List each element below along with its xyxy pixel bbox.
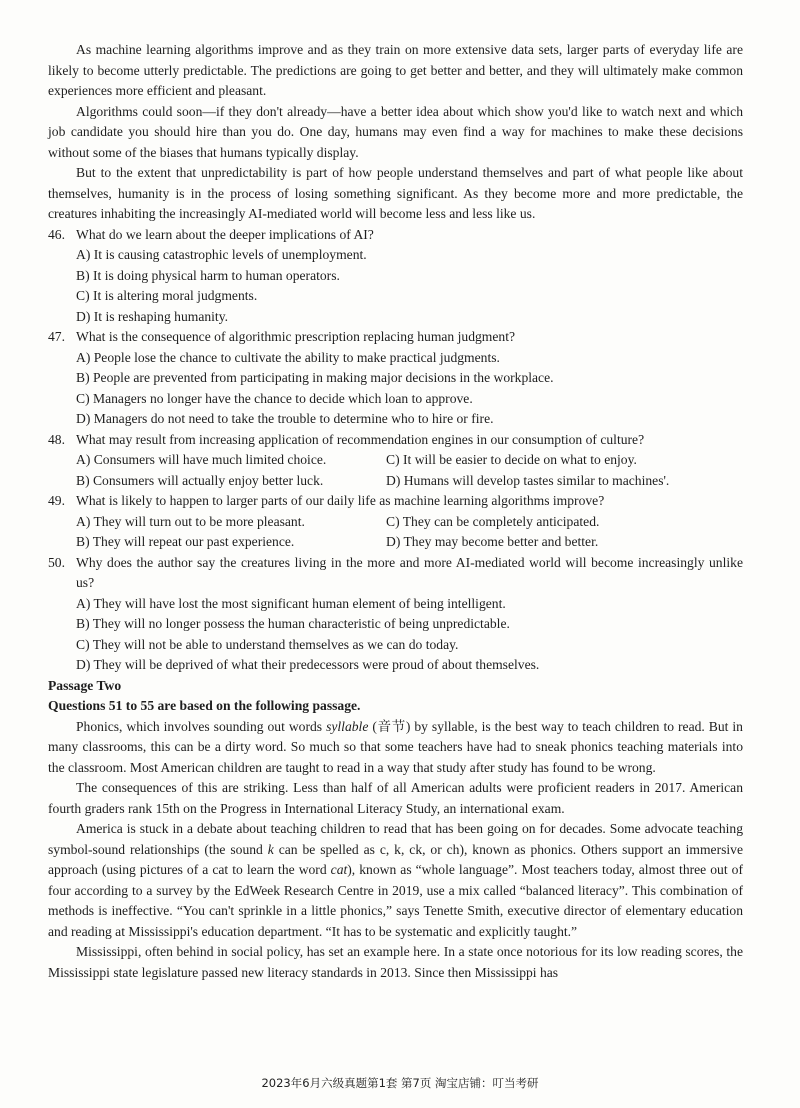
option: D) Humans will develop tastes similar to machines'.	[386, 472, 670, 488]
option-row	[48, 532, 743, 553]
option: B) They will repeat our past experience.	[76, 534, 295, 549]
option-row	[48, 471, 743, 492]
option: A) It is causing catastrophic levels of unemployment.	[76, 247, 367, 262]
question-stem: 49. What is likely to happen to larger parts of our daily life as machine learning algorithms improve?	[48, 493, 605, 508]
paragraph: Phonics, which involves sounding out words syllable (音节) by syllable, is the best way to teach children to read. But in many classrooms, this can be a dirty word. So much so that some teachers have had to sneak phonics teaching materials into the classroom. Most American children are taught to read in a way that study after study has found to be wrong.	[48, 718, 743, 775]
option: C) They will not be able to understand themselves as we can do today.	[76, 636, 459, 652]
option: A) People lose the chance to cultivate the ability to make practical judgments.	[76, 349, 500, 365]
option: A) They will have lost the most significant human element of being intelligent.	[76, 595, 506, 611]
section-title: Passage Two	[48, 677, 122, 693]
option: D) They will be deprived of what their predecessors were proud of about themselves.	[76, 657, 540, 672]
question-50	[48, 553, 743, 676]
option: C) They can be completely anticipated.	[386, 513, 600, 529]
question-stem: 48. What may result from increasing application of recommendation engines in our consumption of culture?	[48, 431, 645, 447]
paragraph: But to the extent that unpredictability is part of how people understand themselves and part of what people like about themselves, humanity is in the process of losing something significant. As they become more and more predictable, the creatures inhabiting the increasingly AI-mediated world will become less and less like us.	[48, 165, 743, 221]
option: A) Consumers will have much limited choice.	[76, 452, 327, 467]
paragraph: As machine learning algorithms improve and as they train on more extensive data sets, larger parts of everyday life are likely to become utterly predictable. The predictions are going to get better and better, and they will ultimately make common experiences more efficient and pleasant.	[48, 42, 743, 98]
page-footer: 2023年6月六级真题第1套 第7页 淘宝店铺：叮当考研	[261, 1076, 539, 1090]
paragraph: The consequences of this are striking. Less than half of all American adults were proficient readers in 2017. American fourth graders rank 15th on the Progress in International Literacy Study, an international exam.	[48, 780, 743, 816]
option: C) Managers no longer have the chance to decide which loan to approve.	[76, 390, 473, 406]
option: B) It is doing physical harm to human operators.	[76, 267, 340, 283]
option: C) It is altering moral judgments.	[76, 288, 258, 303]
question-stem: 47. What is the consequence of algorithmic prescription replacing human judgment?	[48, 329, 516, 344]
paragraph: Mississippi, often behind in social policy, has set an example here. In a state once notorious for its low reading scores, the Mississippi state legislature passed new literacy standards in 2013. Since then Mississippi has	[48, 944, 743, 980]
option-row	[48, 450, 743, 471]
question-48	[48, 430, 743, 492]
option-row	[48, 512, 743, 533]
question-46	[48, 225, 743, 328]
option: A) They will turn out to be more pleasant.	[76, 513, 305, 529]
option: B) Consumers will actually enjoy better luck.	[76, 472, 324, 488]
option: B) They will no longer possess the human characteristic of being unpredictable.	[76, 616, 510, 631]
question-49	[48, 491, 743, 553]
question-stem: 46. What do we learn about the deeper implications of AI?	[48, 226, 374, 242]
question-47	[48, 327, 743, 430]
exam-page	[48, 40, 743, 983]
option: B) People are prevented from participating in making major decisions in the workplace.	[76, 370, 554, 385]
option: D) They may become better and better.	[386, 534, 599, 549]
paragraph: America is stuck in a debate about teaching children to read that has been going on for decades. Some advocate teaching symbol-sound relationships (the sound k can be spelled as c, k, ck, or ch), known as phonics. Others support an immersive approach (using pictures of a cat to learn the word cat), known as “whole language”. Most teachers today, almost three out of four according to a survey by the EdWeek Research Centre in 2019, use a mix called “balanced literacy”. This combination of methods is ineffective. “You can't sprinkle in a little phonics,” says Tenette Smith, executive director of elementary education and reading at Mississippi's education department. “It has to be systematic and explicitly taught.”	[48, 821, 743, 939]
paragraph: Algorithms could soon—if they don't already—have a better idea about which show you'd like to watch next and which job candidate you should hire than you do. One day, humans may even find a way for machines to make these decisions without some of the biases that humans typically display.	[48, 103, 743, 160]
section-instruction: Questions 51 to 55 are based on the following passage.	[48, 698, 361, 713]
question-stem: 50. Why does the author say the creatures living in the more and more AI-mediated world will become increasingly unlike us?	[48, 554, 743, 590]
option: C) It will be easier to decide on what to enjoy.	[386, 452, 637, 467]
option: D) Managers do not need to take the trouble to determine who to hire or fire.	[76, 411, 494, 426]
option: D) It is reshaping humanity.	[76, 308, 229, 324]
